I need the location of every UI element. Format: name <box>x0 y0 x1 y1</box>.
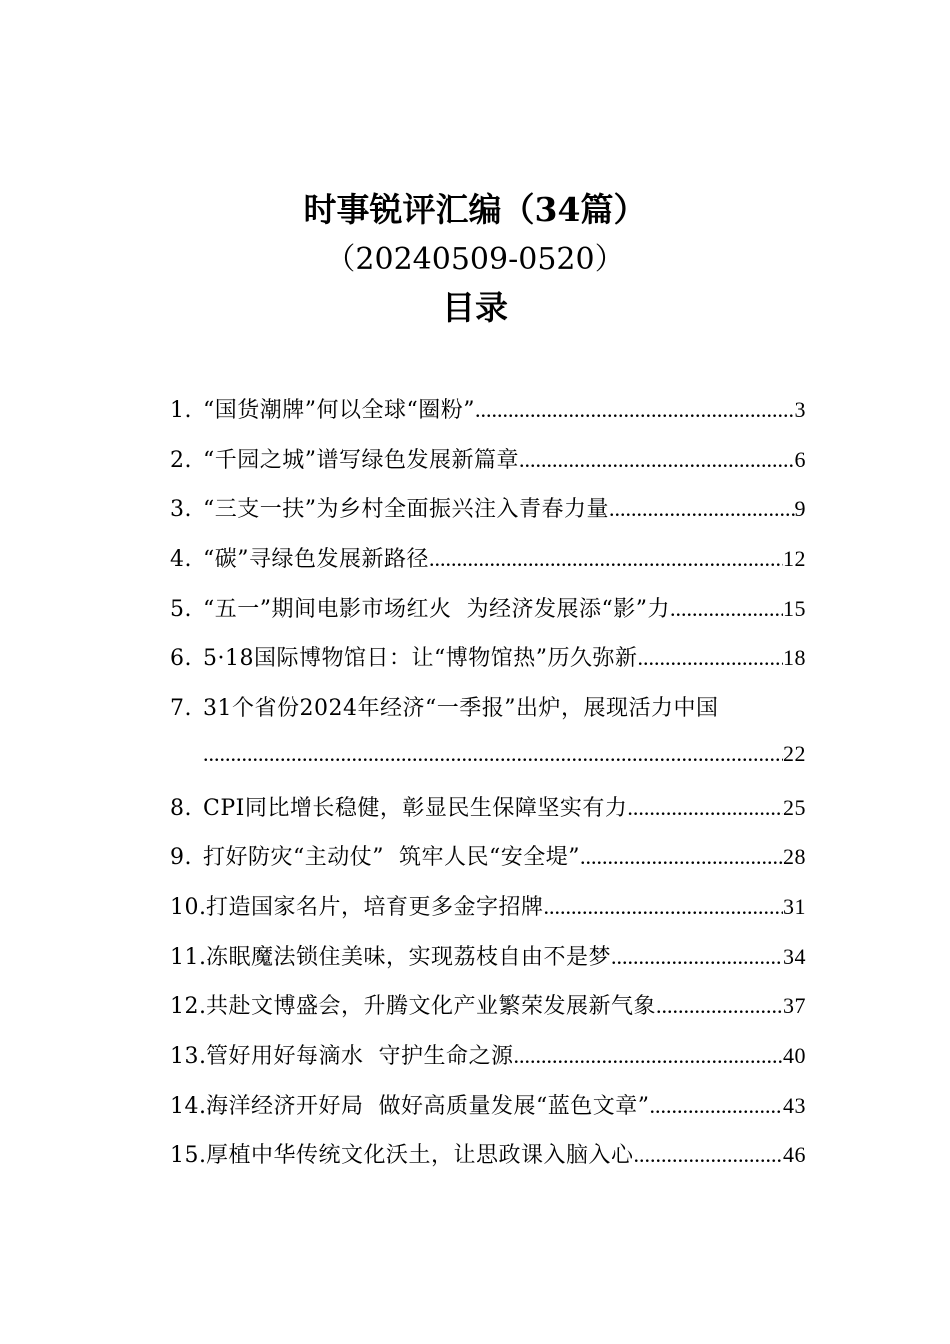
dot-leader <box>611 944 783 970</box>
toc-entry-12[interactable] <box>170 989 806 1039</box>
toc-title: 共赴文博盛会，升腾文化产业繁荣发展新气象 <box>206 994 657 1020</box>
toc-number: 7. <box>170 696 192 722</box>
toc-title: “国货潮牌”何以全球“圈粉” <box>203 398 475 423</box>
toc-entry-2[interactable] <box>170 443 806 493</box>
toc-title: 31个省份2024年经济“一季报”出炉，展现活力中国 <box>203 696 719 722</box>
dot-leader <box>649 1093 783 1119</box>
toc-title: 打好防灾“主动仗” 筑牢人民“安全堤” <box>203 845 580 871</box>
toc-heading: 目录 <box>442 288 508 327</box>
toc-page: 18 <box>783 645 806 671</box>
toc-page: 37 <box>783 993 806 1019</box>
toc-page: 43 <box>783 1092 806 1118</box>
toc-number: 12. <box>170 994 207 1020</box>
toc-title: 厚植中华传统文化沃土，让思政课入脑入心 <box>206 1143 634 1169</box>
toc-number: 8. <box>170 795 192 821</box>
toc-page: 22 <box>783 740 806 766</box>
dot-leader <box>203 741 783 767</box>
toc-page: 40 <box>783 1042 806 1068</box>
toc-entry-8[interactable] <box>170 791 806 841</box>
toc-number: 9. <box>170 845 192 871</box>
toc-page: 28 <box>783 844 806 870</box>
toc-title: 冻眠魔法锁住美味，实现荔枝自由不是梦 <box>206 944 612 970</box>
toc-page: 25 <box>783 794 806 820</box>
toc-number: 11. <box>170 944 207 970</box>
date-range: （20240509-0520） <box>325 242 625 277</box>
toc-entry-11[interactable] <box>170 940 806 990</box>
toc-number: 14. <box>170 1093 207 1119</box>
toc-number: 2. <box>170 447 192 473</box>
dot-leader <box>514 1043 784 1069</box>
toc-title: “碳”寻绿色发展新路径 <box>203 547 429 573</box>
toc-title: “千园之城”谱写绿色发展新篇章 <box>203 447 519 473</box>
dot-leader <box>670 596 783 622</box>
toc-entry-3[interactable] <box>170 492 806 542</box>
toc-number: 6. <box>170 646 192 672</box>
toc-entry-13[interactable] <box>170 1039 806 1089</box>
toc-entry-7-continuation[interactable] <box>170 741 806 791</box>
dot-leader <box>580 844 783 870</box>
document-title: 时事锐评汇编（34篇） <box>303 190 647 229</box>
toc-number: 1. <box>170 398 192 423</box>
toc-title: 管好用好每滴水 守护生命之源 <box>206 1043 514 1069</box>
dot-leader <box>475 397 795 423</box>
dot-leader <box>637 645 783 671</box>
toc-page: 3 <box>794 397 806 422</box>
toc-entry-10[interactable] <box>170 890 806 940</box>
toc-number: 10. <box>170 894 207 920</box>
toc-number: 5. <box>170 596 192 622</box>
toc-page: 9 <box>794 496 806 522</box>
toc-page: 12 <box>783 546 806 572</box>
toc-entry-7[interactable] <box>170 691 806 741</box>
dot-leader <box>656 993 783 1019</box>
table-of-contents <box>170 393 806 1188</box>
toc-page: 46 <box>783 1142 806 1168</box>
toc-page: 31 <box>783 893 806 919</box>
toc-entry-4[interactable] <box>170 542 806 592</box>
dot-leader <box>429 546 783 572</box>
dot-leader <box>519 447 795 473</box>
dot-leader <box>609 496 795 522</box>
toc-entry-9[interactable] <box>170 840 806 890</box>
toc-title: CPI同比增长稳健，彰显民生保障坚实有力 <box>203 795 628 821</box>
toc-title: 海洋经济开好局 做好高质量发展“蓝色文章” <box>206 1093 650 1119</box>
toc-page: 15 <box>783 595 806 621</box>
dot-leader <box>544 894 783 920</box>
dot-leader <box>627 795 783 821</box>
toc-page: 34 <box>783 943 806 969</box>
toc-page: 6 <box>794 446 806 472</box>
toc-number: 15. <box>170 1143 207 1169</box>
toc-title: 5·18国际博物馆日：让“博物馆热”历久弥新 <box>203 646 638 672</box>
toc-title: 打造国家名片，培育更多金字招牌 <box>206 894 544 920</box>
toc-number: 13. <box>170 1043 207 1069</box>
toc-title: “五一”期间电影市场红火 为经济发展添“影”力 <box>203 596 670 622</box>
toc-entry-6[interactable] <box>170 641 806 691</box>
toc-title: “三支一扶”为乡村全面振兴注入青春力量 <box>203 497 609 523</box>
toc-entry-5[interactable] <box>170 592 806 642</box>
toc-number: 4. <box>170 547 192 573</box>
toc-number: 3. <box>170 497 192 523</box>
toc-entry-15[interactable] <box>170 1138 806 1188</box>
toc-entry-14[interactable] <box>170 1089 806 1139</box>
toc-entry-1[interactable] <box>170 393 806 443</box>
dot-leader <box>634 1142 783 1168</box>
